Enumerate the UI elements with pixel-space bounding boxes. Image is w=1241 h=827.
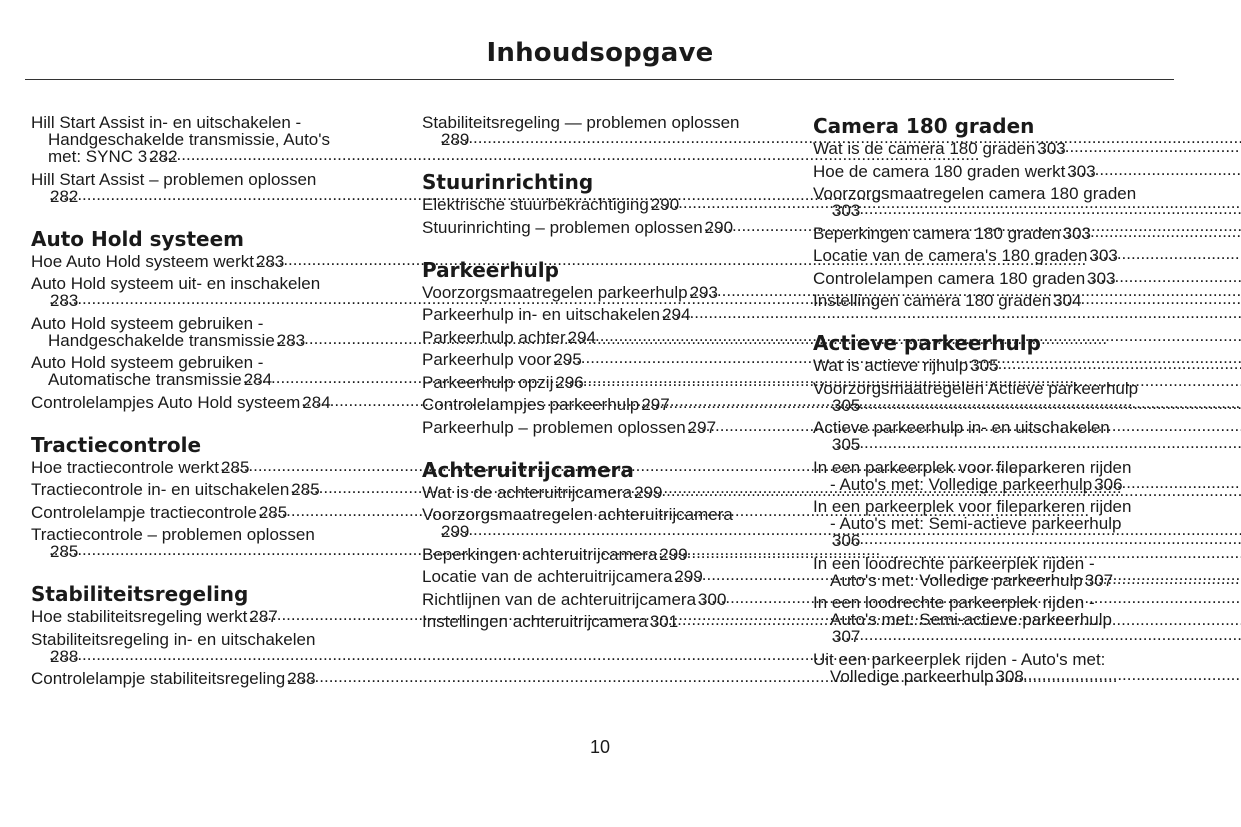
toc-page-number: 305 (832, 395, 861, 415)
toc-column-2 (422, 114, 778, 636)
toc-entry-leader-row (31, 543, 387, 560)
toc-entry-text: Instellingen camera 180 graden (813, 291, 1052, 310)
toc-entry[interactable] (422, 196, 778, 213)
toc-entry[interactable] (813, 225, 1169, 242)
toc-entry-text: Hoe stabiliteitsregeling werkt (31, 607, 248, 626)
toc-entry-text: Controlelampje tractiecontrole (31, 502, 257, 522)
toc-page-number: 288 (50, 646, 79, 666)
toc-entry[interactable] (31, 608, 387, 625)
toc-entry-leader-row (31, 148, 387, 165)
toc-entry-text: Instellingen achteruitrijcamera (422, 612, 648, 631)
toc-page-number: 290 (704, 217, 734, 237)
toc-entry[interactable] (813, 419, 1169, 453)
toc-entry-text: Controlelampje stabiliteitsregeling (31, 669, 286, 688)
toc-column-3 (813, 114, 1169, 690)
toc-page-number: 303 (1087, 268, 1116, 288)
toc-page-number: 297 (641, 395, 670, 414)
toc-entry-text: In een loodrechte parkeerplek rijden - (813, 593, 1095, 612)
toc-page-number: 287 (249, 607, 278, 626)
section-heading: Parkeerhulp (422, 257, 559, 282)
toc-entry[interactable] (813, 140, 1169, 157)
toc-entry-text: Actieve parkeerhulp in- en uitschakelen (813, 418, 1110, 437)
toc-entry-leader-row (813, 140, 1169, 157)
toc-entry[interactable] (813, 247, 1169, 264)
toc-page-number: 284 (243, 370, 273, 389)
toc-entry-text: Auto Hold systeem uit- en inschakelen (31, 274, 321, 293)
toc-entry[interactable] (813, 498, 1169, 549)
toc-entry-text: Beperkingen camera 180 graden (813, 223, 1061, 243)
section-heading: Stabiliteitsregeling (31, 582, 249, 606)
toc-entry-leader-row (813, 532, 1169, 549)
toc-entry-leader-row (813, 628, 1169, 645)
toc-page-number: 299 (634, 482, 663, 502)
toc-entry-leader-row (31, 481, 387, 498)
toc-page-number: 294 (662, 305, 691, 324)
toc-page-number: 307 (832, 627, 861, 646)
toc-entry-leader-row (31, 188, 387, 205)
toc-entry[interactable] (31, 315, 387, 349)
toc-entry[interactable] (813, 185, 1169, 219)
toc-entry-leader-row (31, 459, 387, 476)
toc-entry-text: Voorzorgsmaatregelen camera 180 graden (813, 184, 1137, 203)
toc-entry-text: Hoe de camera 180 graden werkt (813, 161, 1066, 181)
toc-entry-text: In een loodrechte parkeerplek rijden - (813, 553, 1095, 573)
toc-entry-leader-row (422, 484, 778, 501)
toc-page-number: 303 (832, 201, 861, 220)
toc-entry-text: In een parkeerplek voor fileparkeren rijden (813, 497, 1132, 516)
toc-page-number: 303 (1037, 139, 1066, 158)
toc-entry[interactable] (31, 670, 387, 687)
toc-section (31, 433, 387, 561)
toc-page-number: 283 (50, 291, 79, 310)
toc-page-number: 303 (1067, 161, 1096, 181)
toc-entry-text: Tractiecontrole – problemen oplossen (31, 525, 315, 544)
page-title: Inhoudsopgave (486, 38, 714, 68)
toc-entry[interactable] (813, 357, 1169, 374)
toc-section (31, 227, 387, 411)
toc-page-number: 295 (553, 350, 582, 369)
toc-entry[interactable] (31, 459, 387, 476)
toc-entry[interactable] (422, 419, 778, 436)
toc-entry-leader-row (31, 292, 387, 309)
toc-entry-leader-row (422, 419, 778, 436)
toc-page-number: 285 (291, 480, 320, 499)
toc-entry[interactable] (31, 275, 387, 309)
toc-page-number: 285 (258, 502, 288, 522)
toc-page-number: 284 (302, 392, 331, 412)
toc-page-number: 305 (970, 356, 999, 375)
toc-entry-leader-row (813, 436, 1169, 453)
toc-entry-leader-row (813, 163, 1169, 180)
toc-entry[interactable] (813, 594, 1169, 645)
toc-entry-leader-row (422, 329, 778, 346)
toc-entry-text: Parkeerhulp in- en uitschakelen (422, 305, 661, 324)
toc-page-number: 303 (1089, 246, 1118, 265)
toc-entry-text: Beperkingen achteruitrijcamera (422, 544, 658, 564)
toc-entry-leader-row (31, 332, 387, 349)
toc-entry-text: Locatie van de achteruitrijcamera (422, 567, 673, 586)
toc-section (31, 114, 387, 205)
toc-page-number: 299 (441, 522, 470, 541)
toc-entry[interactable] (422, 114, 778, 148)
toc-page-number: 283 (255, 251, 285, 271)
toc-page-number: 285 (221, 457, 250, 477)
toc-entry-leader-row (813, 397, 1169, 414)
toc-entry-leader-row (813, 247, 1169, 264)
toc-entry[interactable] (422, 568, 778, 585)
toc-entry-leader-row (31, 670, 387, 687)
toc-entry-text: Richtlijnen van de achteruitrijcamera (422, 589, 697, 609)
toc-page-number: 294 (567, 327, 597, 347)
toc-page-number: 300 (698, 589, 727, 609)
toc-page-number: 290 (650, 195, 680, 214)
toc-page-number: 306 (1094, 474, 1123, 494)
toc-entry-leader-row (31, 648, 387, 665)
toc-entry[interactable] (422, 329, 778, 346)
toc-page-number: 282 (149, 147, 178, 166)
toc-entry[interactable] (422, 591, 778, 608)
section-heading: Achteruitrijcamera (422, 457, 634, 482)
toc-entry-text: Elektrische stuurbekrachtiging (422, 195, 649, 214)
toc-entry-leader-row (422, 131, 778, 148)
toc-entry[interactable] (813, 380, 1169, 414)
toc-entry-leader-row (31, 371, 387, 388)
toc-entry-leader-row (422, 306, 778, 323)
toc-entry-text: Wat is de achteruitrijcamera (422, 482, 633, 502)
title-divider (25, 79, 1174, 80)
section-heading: Auto Hold systeem (31, 226, 244, 251)
toc-entry-leader-row (422, 374, 778, 391)
toc-entry[interactable] (31, 171, 387, 205)
toc-entry[interactable] (422, 613, 778, 630)
toc-page-number: 282 (50, 186, 79, 206)
toc-entry[interactable] (813, 651, 1169, 685)
toc-entry-leader-row (813, 292, 1169, 309)
toc-entry-leader-row (422, 284, 778, 301)
toc-entry-text: Stabiliteitsregeling — problemen oplossen (422, 113, 740, 132)
toc-entry-leader-row (422, 613, 778, 630)
toc-entry[interactable] (31, 354, 387, 388)
toc-page-number: 299 (659, 544, 688, 564)
toc-entry[interactable] (422, 351, 778, 368)
toc-entry-text: Parkeerhulp achter (422, 327, 566, 347)
toc-entry[interactable] (422, 284, 778, 301)
toc-entry-leader-row (422, 351, 778, 368)
toc-entry-leader-row (31, 608, 387, 625)
toc-page-number: 304 (1053, 291, 1082, 310)
toc-entry-leader-row (813, 202, 1169, 219)
toc-page-number: 296 (555, 372, 584, 392)
toc-entry-text: Stabiliteitsregeling in- en uitschakelen (31, 629, 316, 649)
toc-entry-text: Auto Hold systeem gebruiken - (31, 313, 264, 333)
toc-entry-leader-row (422, 396, 778, 413)
toc-page-number: 307 (1084, 570, 1114, 590)
toc-entry-text: Wat is actieve rijhulp (813, 356, 969, 375)
toc-entry-text: Hill Start Assist in- en uitschakelen - (31, 113, 302, 132)
toc-entry-text: Hoe Auto Hold systeem werkt (31, 251, 254, 271)
section-heading: Tractiecontrole (31, 432, 202, 457)
toc-entry-leader-row (813, 270, 1169, 287)
toc-entry-text: Wat is de camera 180 graden (813, 139, 1036, 158)
toc-page-number: 288 (287, 669, 316, 688)
toc-page-number: 283 (276, 330, 306, 350)
toc-page-number: 299 (674, 567, 703, 586)
toc-entry[interactable] (422, 506, 778, 540)
toc-section (31, 582, 387, 687)
toc-entry-leader-row (813, 572, 1169, 589)
toc-page-number: 305 (832, 435, 861, 454)
toc-entry-leader-row (31, 394, 387, 411)
toc-entry-text: Handgeschakelde transmissie (48, 330, 275, 350)
toc-entry[interactable] (813, 459, 1169, 493)
toc-section (422, 458, 778, 631)
toc-entry-text: Voorzorgsmaatregelen achteruitrijcamera (422, 505, 733, 524)
toc-entry-text: Handgeschakelde transmissie, Auto's (48, 130, 331, 149)
toc-entry-leader-row (813, 357, 1169, 374)
toc-entry[interactable] (31, 526, 387, 560)
toc-entry-leader-row (31, 504, 387, 521)
toc-entry[interactable] (813, 163, 1169, 180)
toc-page-number: 293 (689, 282, 718, 302)
toc-page-number: 306 (832, 531, 861, 550)
toc-entry[interactable] (813, 270, 1169, 287)
toc-entry[interactable] (31, 253, 387, 270)
toc-entry[interactable] (813, 292, 1169, 309)
toc-entry[interactable] (422, 546, 778, 563)
toc-entry-text: Parkeerhulp voor (422, 350, 552, 369)
toc-entry-leader-row (422, 196, 778, 213)
toc-entry[interactable] (422, 374, 778, 391)
toc-section (422, 258, 778, 436)
toc-entry[interactable] (31, 631, 387, 665)
section-heading: Actieve parkeerhulp (813, 331, 1041, 355)
toc-section (813, 114, 1169, 309)
toc-entry[interactable] (31, 394, 387, 411)
toc-entry-leader-row (813, 668, 1169, 685)
toc-section (422, 114, 778, 148)
section-heading: Stuurinrichting (422, 170, 594, 194)
toc-entry-text: Parkeerhulp – problemen oplossen (422, 417, 686, 437)
toc-entry-leader-row (422, 546, 778, 563)
toc-section (422, 170, 778, 236)
section-heading: Camera 180 graden (813, 114, 1035, 138)
toc-entry-leader-row (422, 219, 778, 236)
toc-entry-text: Controlelampen camera 180 graden (813, 268, 1086, 288)
toc-entry-text: - Auto's met: Volledige parkeerhulp (830, 474, 1093, 494)
toc-entry-leader-row (813, 225, 1169, 242)
toc-entry-leader-row (422, 568, 778, 585)
toc-page-number: 308 (995, 666, 1024, 686)
toc-page-number: 303 (1062, 223, 1091, 243)
toc-entry[interactable] (31, 481, 387, 498)
toc-entry[interactable] (422, 396, 778, 413)
toc-entry-text: Tractiecontrole in- en uitschakelen (31, 480, 290, 499)
toc-page-number: 289 (441, 130, 470, 149)
toc-entry-text: In een parkeerplek voor fileparkeren rijden (813, 457, 1132, 477)
toc-entry-text: Volledige parkeerhulp (830, 666, 994, 686)
toc-entry-text: Voorzorgsmaatregelen Actieve parkeerhulp (813, 378, 1139, 398)
toc-entry[interactable] (422, 219, 778, 236)
toc-entry[interactable] (813, 555, 1169, 589)
toc-column-1 (31, 114, 387, 693)
toc-entry-text: Hill Start Assist – problemen oplossen (31, 169, 317, 189)
toc-entry[interactable] (31, 504, 387, 521)
toc-entry-text: - Auto's met: Semi-actieve parkeerhulp (830, 514, 1122, 533)
toc-entry-text: Parkeerhulp opzij (422, 372, 554, 392)
toc-entry-text: Hoe tractiecontrole werkt (31, 457, 220, 477)
toc-entry-text: Uit een parkeerplek rijden - Auto's met: (813, 649, 1106, 669)
toc-entry-text: Voorzorgsmaatregelen parkeerhulp (422, 282, 688, 302)
toc-entry-leader-row (31, 253, 387, 270)
toc-entry[interactable] (422, 484, 778, 501)
toc-page-number: 297 (687, 417, 717, 437)
toc-entry-text: Controlelampjes parkeerhulp (422, 395, 640, 414)
toc-entry-leader-row (813, 476, 1169, 493)
toc-entry[interactable] (422, 306, 778, 323)
toc-section (813, 331, 1169, 685)
toc-entry-leader-row (422, 523, 778, 540)
toc-page-number: 285 (50, 542, 79, 561)
toc-entry-text: met: SYNC 3 (48, 147, 148, 166)
toc-entry-text: Auto Hold systeem gebruiken - (31, 353, 264, 372)
toc-entry-text: Controlelampjes Auto Hold systeem (31, 392, 301, 412)
page-number: 10 (589, 737, 611, 757)
toc-page-number: 301 (649, 612, 679, 631)
toc-entry-text: Stuurinrichting – problemen oplossen (422, 217, 703, 237)
toc-entry-leader-row (422, 591, 778, 608)
toc-entry[interactable] (31, 114, 387, 165)
toc-entry-text: Locatie van de camera's 180 graden (813, 246, 1088, 265)
toc-entry-text: Auto's met: Volledige parkeerhulp (830, 570, 1083, 590)
toc-entry-text: Automatische transmissie (48, 370, 242, 389)
toc-entry-text: Auto's met: Semi-actieve parkeerhulp (830, 610, 1112, 629)
